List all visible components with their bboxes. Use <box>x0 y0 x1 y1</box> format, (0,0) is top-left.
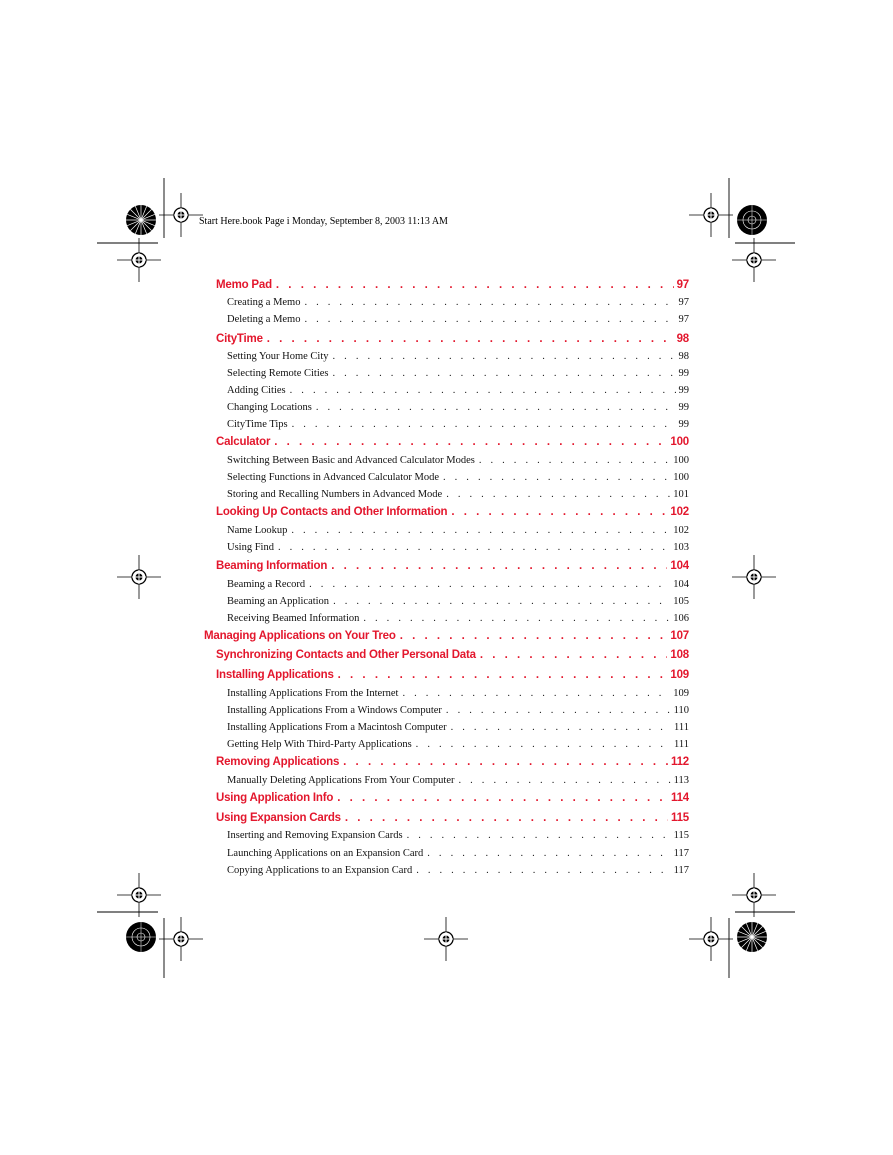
starburst-top-left <box>126 205 156 235</box>
toc-entry-title: Beaming an Application <box>227 596 330 607</box>
toc-entry-page-number: 108 <box>670 649 689 661</box>
toc-entry-title: Beaming a Record <box>227 579 306 590</box>
toc-entry-title: Memo Pad <box>216 279 272 291</box>
toc-leader-dots <box>446 705 671 716</box>
toc-entry-page-number: 117 <box>673 865 689 876</box>
toc-entry[interactable] <box>227 297 689 311</box>
toc-entry[interactable] <box>227 472 689 486</box>
toc-entry-page-number: 105 <box>673 596 689 607</box>
toc-entry-title: Calculator <box>216 436 271 448</box>
toc-entry-page-number: 98 <box>676 333 689 345</box>
toc-entry-title: Getting Help With Third-Party Applications <box>227 739 412 750</box>
toc-leader-dots <box>480 649 668 661</box>
toc-entry-title: Manually Deleting Applications From Your Computer <box>227 775 455 786</box>
toc-entry[interactable] <box>227 688 689 702</box>
toc-leader-dots <box>304 314 675 325</box>
toc-entry-title: Using Find <box>227 542 274 553</box>
toc-entry[interactable] <box>227 830 689 844</box>
toc-entry-page-number: 97 <box>678 297 689 308</box>
toc-leader-dots <box>292 419 676 430</box>
registration-mark <box>732 873 776 917</box>
toc-entry-title: Using Expansion Cards <box>216 812 341 824</box>
starburst-bottom-right <box>737 922 767 952</box>
registration-mark <box>117 555 161 599</box>
toc-entry[interactable] <box>227 419 689 433</box>
toc-entry-page-number: 106 <box>673 613 689 624</box>
toc-entry-page-number: 114 <box>671 792 689 804</box>
toc-leader-dots <box>291 525 670 536</box>
toc-leader-dots <box>427 848 670 859</box>
toc-entry[interactable] <box>227 314 689 328</box>
toc-leader-dots <box>402 688 670 699</box>
toc-entry-title: Creating a Memo <box>227 297 301 308</box>
toc-entry-title: Managing Applications on Your Treo <box>204 630 396 642</box>
toc-leader-dots <box>443 472 670 483</box>
toc-entry[interactable] <box>216 436 689 452</box>
toc-entry[interactable] <box>216 279 689 295</box>
toc-leader-dots <box>267 333 674 345</box>
toc-entry-page-number: 102 <box>673 525 689 536</box>
toc-entry-page-number: 98 <box>678 351 689 362</box>
toc-entry[interactable] <box>216 560 689 576</box>
toc-entry-page-number: 110 <box>673 705 689 716</box>
toc-entry-page-number: 100 <box>670 436 689 448</box>
toc-entry-title: Installing Applications From a Macintosh Computer <box>227 722 447 733</box>
toc-entry-page-number: 115 <box>673 830 689 841</box>
toc-entry-page-number: 99 <box>678 385 689 396</box>
toc-entry-title: Installing Applications <box>216 669 334 681</box>
toc-entry[interactable] <box>216 669 689 685</box>
toc-entry-title: Copying Applications to an Expansion Card <box>227 865 413 876</box>
toc-entry-page-number: 107 <box>670 630 689 642</box>
toc-entry[interactable] <box>216 756 689 772</box>
toc-entry-title: Removing Applications <box>216 756 340 768</box>
toc-entry[interactable] <box>227 368 689 382</box>
toc-entry[interactable] <box>227 402 689 416</box>
starburst-top-right <box>737 205 767 235</box>
toc-leader-dots <box>459 775 671 786</box>
toc-entry-page-number: 109 <box>673 688 689 699</box>
toc-leader-dots <box>309 579 670 590</box>
toc-entry[interactable] <box>227 739 689 753</box>
toc-entry-page-number: 104 <box>673 579 689 590</box>
toc-entry[interactable] <box>227 455 689 469</box>
toc-entry-title: Beaming Information <box>216 560 328 572</box>
toc-entry-title: Adding Cities <box>227 385 286 396</box>
toc-entry-page-number: 103 <box>673 542 689 553</box>
registration-mark <box>159 193 203 237</box>
toc-leader-dots <box>416 865 670 876</box>
toc-entry-page-number: 101 <box>673 489 689 500</box>
toc-entry[interactable] <box>216 812 689 828</box>
toc-entry-title: CityTime <box>216 333 263 345</box>
toc-leader-dots <box>343 756 668 768</box>
toc-entry[interactable] <box>216 333 689 349</box>
toc-entry-title: Deleting a Memo <box>227 314 301 325</box>
toc-entry-page-number: 100 <box>673 455 689 466</box>
toc-entry-page-number: 99 <box>678 368 689 379</box>
toc-entry[interactable] <box>227 613 689 627</box>
toc-leader-dots <box>400 630 668 642</box>
toc-entry-page-number: 99 <box>678 402 689 413</box>
toc-leader-dots <box>479 455 670 466</box>
registration-mark <box>689 917 733 961</box>
toc-entry-title: Installing Applications From a Windows Computer <box>227 705 442 716</box>
toc-entry[interactable] <box>227 848 689 862</box>
toc-leader-dots <box>333 596 670 607</box>
toc-entry-title: Installing Applications From the Internet <box>227 688 399 699</box>
toc-entry-title: Inserting and Removing Expansion Cards <box>227 830 403 841</box>
registration-mark <box>424 917 468 961</box>
toc-entry-title: CityTime Tips <box>227 419 288 430</box>
toc-leader-dots <box>446 489 670 500</box>
toc-entry-title: Setting Your Home City <box>227 351 329 362</box>
toc-entry[interactable] <box>216 649 689 665</box>
toc-entry[interactable] <box>227 542 689 556</box>
registration-mark <box>689 193 733 237</box>
toc-entry-title: Name Lookup <box>227 525 288 536</box>
toc-leader-dots <box>316 402 676 413</box>
toc-leader-dots <box>407 830 671 841</box>
toc-entry[interactable] <box>227 775 689 789</box>
toc-entry[interactable] <box>227 722 689 736</box>
starburst-bottom-left <box>126 922 156 952</box>
toc-entry-page-number: 97 <box>676 279 689 291</box>
toc-entry-page-number: 111 <box>674 739 689 750</box>
toc-entry[interactable] <box>204 630 689 646</box>
registration-mark <box>117 238 161 282</box>
toc-entry[interactable] <box>227 865 689 879</box>
toc-entry-title: Looking Up Contacts and Other Information <box>216 506 448 518</box>
toc-leader-dots <box>337 792 668 804</box>
toc-leader-dots <box>290 385 676 396</box>
toc-entry-title: Storing and Recalling Numbers in Advanced Mode <box>227 489 443 500</box>
toc-entry-title: Changing Locations <box>227 402 312 413</box>
toc-leader-dots <box>451 506 667 518</box>
toc-entry[interactable] <box>227 525 689 539</box>
toc-entry[interactable] <box>227 579 689 593</box>
toc-entry-page-number: 117 <box>673 848 689 859</box>
toc-entry-title: Launching Applications on an Expansion Card <box>227 848 424 859</box>
toc-entry-title: Synchronizing Contacts and Other Personal Data <box>216 649 476 661</box>
toc-entry-page-number: 97 <box>678 314 689 325</box>
registration-mark <box>732 238 776 282</box>
toc-entry-title: Switching Between Basic and Advanced Calculator Modes <box>227 455 475 466</box>
toc-entry[interactable] <box>216 506 689 522</box>
toc-entry-page-number: 112 <box>671 756 689 768</box>
toc-entry-page-number: 113 <box>673 775 689 786</box>
toc-leader-dots <box>333 351 676 362</box>
registration-mark <box>117 873 161 917</box>
print-slug: Start Here.book Page i Monday, September 8, 2003 11:13 AM <box>199 216 448 227</box>
registration-mark <box>159 917 203 961</box>
toc-entry-title: Selecting Functions in Advanced Calculator Mode <box>227 472 439 483</box>
toc-leader-dots <box>304 297 675 308</box>
toc-entry[interactable] <box>216 792 689 808</box>
toc-entry[interactable] <box>227 385 689 399</box>
toc-entry[interactable] <box>227 351 689 365</box>
toc-entry-title: Receiving Beamed Information <box>227 613 360 624</box>
toc-leader-dots <box>416 739 671 750</box>
toc-leader-dots <box>332 368 675 379</box>
toc-leader-dots <box>331 560 667 572</box>
toc-leader-dots <box>345 812 668 824</box>
toc-entry-page-number: 115 <box>671 812 689 824</box>
toc-leader-dots <box>363 613 670 624</box>
toc-entry-page-number: 100 <box>673 472 689 483</box>
toc-entry[interactable] <box>227 489 689 503</box>
toc-entry[interactable] <box>227 596 689 610</box>
toc-leader-dots <box>451 722 671 733</box>
toc-leader-dots <box>276 279 674 291</box>
toc-entry-page-number: 111 <box>674 722 689 733</box>
registration-mark <box>732 555 776 599</box>
toc-entry-title: Using Application Info <box>216 792 334 804</box>
toc-entry-page-number: 109 <box>670 669 689 681</box>
toc-leader-dots <box>274 436 667 448</box>
toc-entry-page-number: 102 <box>670 506 689 518</box>
toc-entry-page-number: 99 <box>678 419 689 430</box>
toc-entry-title: Selecting Remote Cities <box>227 368 329 379</box>
toc-entry[interactable] <box>227 705 689 719</box>
toc-leader-dots <box>278 542 670 553</box>
toc-leader-dots <box>338 669 668 681</box>
toc-entry-page-number: 104 <box>670 560 689 572</box>
